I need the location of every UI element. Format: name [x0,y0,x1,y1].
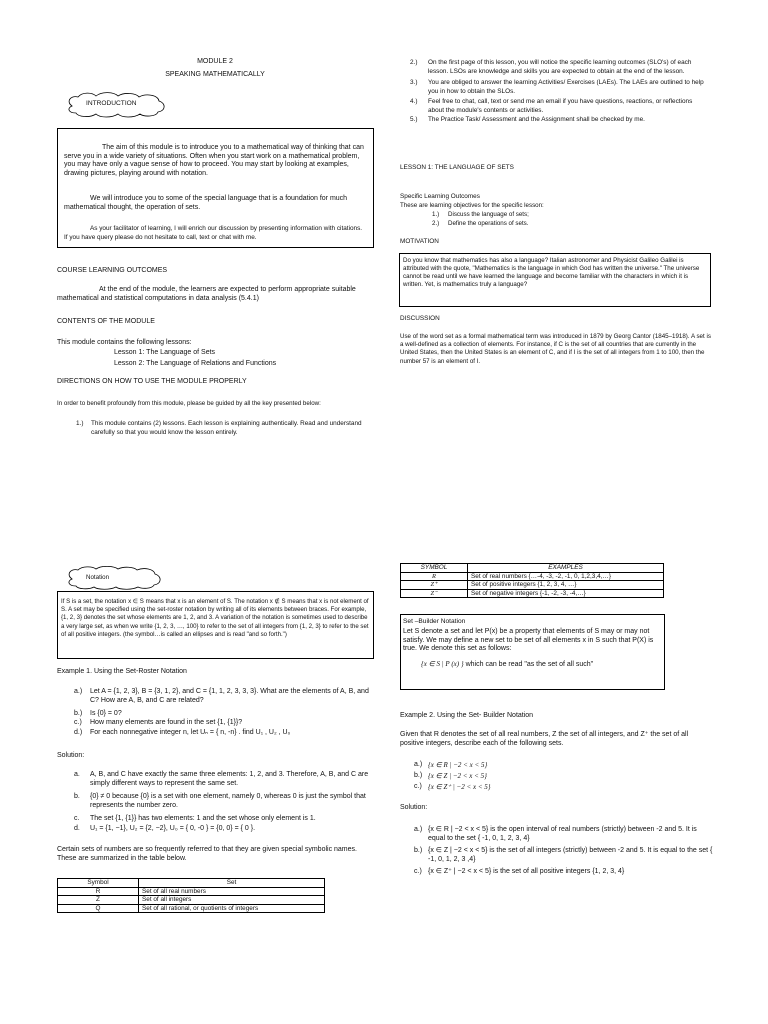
solution-d-text: U₁ = {1, −1}, U₂ = {2, −2}, U₀ = { 0, -0 } = {0, 0} = { 0 }. [90,825,256,832]
set-builder-formula-tail: which can be read "as the set of all such" [463,661,594,668]
set-builder-formula-line [421,660,593,670]
table-cell: R [58,887,139,896]
table-header-row [58,879,325,888]
solution-a-text: A, B, and C have exactly the same three elements: 1, 2, and 3. Therefore, A, B, and C are simply different ways to represent the same set. [90,771,369,787]
ex2-solution-a-number: a.) [414,826,423,833]
table-cell: Set of negative integers {-1, -2, -3, -4,…} [468,589,664,598]
table-row [58,896,325,905]
column-header-symbol: Symbol [58,879,139,888]
module-subtitle: SPEAKING MATHEMATICALLY [165,71,265,78]
table-cell: Q [58,904,139,913]
solution-a-number: a. [74,771,80,778]
table-cell: Z⁻ [401,589,468,598]
table-row [58,904,325,913]
slo-intro: These are learning objectives for the specific lesson: [400,202,544,209]
solution-d-number: d. [74,825,80,832]
table-header-row [401,564,664,573]
set-builder-box [400,614,665,690]
table-cell: Z⁺ [401,581,468,590]
directions-heading: DIRECTIONS ON HOW TO USE THE MODULE PROPERLY [57,378,247,385]
table-cell: Set of all integers [139,896,325,905]
introduction-paragraph-2: We will introduce you to some of the special language that is a foundation for much mathematical thought, the operation of sets. [64,195,348,211]
example-1-heading: Example 1. Using the Set-Roster Notation [57,668,187,675]
table-cell: Set of positive integers {1, 2, 3, 4, …} [468,581,664,590]
directions-intro: In order to benefit profoundly from this module, please be guided by all the key presented below: [57,400,321,407]
notation-cloud-icon [64,566,164,590]
introduction-paragraph-3: As your facilitator of learning, I will enrich our discussion by presenting information with citations. If you have query please do not hesitate to call, text or chat with me. [64,225,363,241]
slo-2-text: Define the operations of sets. [448,220,529,227]
example-2-intro: Given that R denotes the set of all real numbers, Z the set of all integers, and Z⁺ the set of all positive integers, describe each of the following sets. [400,731,689,747]
lesson-1-heading: LESSON 1: THE LANGUAGE OF SETS [400,164,514,171]
column-header-symbol: SYMBOL [401,564,468,573]
example-2-heading: Example 2. Using the Set- Builder Notation [400,712,534,719]
table-row [401,589,664,598]
direction-2-text: On the first page of this lesson, you will notice the specific learning outcomes (SLO's) of each lesson. LSOs are knowledge and skills you are expected to obtain at the end of the lesson. [428,59,692,75]
motivation-heading: MOTIVATION [400,238,439,245]
example-1-a-text: Let A = {1, 2, 3}, B = {3, 1, 2}, and C = {1, 1, 2, 3, 3, 3}. What are the elements of A, B, and C? How are A, B, and C are related? [90,688,369,704]
example-1-d-number: d.) [74,729,83,736]
lesson-2-item: Lesson 2: The Language of Relations and Functions [114,360,277,367]
discussion-text: Use of the word set as a formal mathematical term was introduced in 1879 by Georg Cantor (1845–1918). A set is a well-defined as a collection of elements. For instance, if C is the set of all countries that are currently in the United States, then the United States is an element of C, and if I is the set of all integers from 1 to 100, then the number 57 is an element of I. [400,333,711,365]
clo-text: At the end of the module, the learners are expected to perform appropriate suitable mathematical and statistical computations in data analysis (5.4.1) [57,286,356,302]
table-row [58,887,325,896]
clo-heading: COURSE LEARNING OUTCOMES [57,267,168,274]
table-cell: Z [58,896,139,905]
column-header-set: Set [139,879,325,888]
slo-heading: Specific Learning Outcomes [400,193,480,200]
motivation-box [399,253,711,307]
solution-b-number: b. [74,793,80,800]
set-builder-heading: Set –Builder Notation [403,618,466,625]
example-2-b-number: b.) [414,772,423,779]
introduction-label: INTRODUCTION [86,100,137,107]
lesson-1-item: Lesson 1: The Language of Sets [114,349,216,356]
contents-intro: This module contains the following lessons: [57,339,192,346]
introduction-paragraph-1: The aim of this module is to introduce you to a mathematical way of thinking that can serve you in a wide variety of situations. Often when you start work on a mathematical problem, you may have only a vague sense of how to proceed. You may start by looking at examples, drawing pictures, playing around with notation. [64,144,364,177]
direction-4-number: 4.) [410,98,418,105]
slo-1-number: 1.) [432,211,440,218]
table-row [401,572,664,581]
solution-c-number: c. [74,815,80,822]
direction-1-number: 1.) [76,420,84,427]
example-1-b-text: Is {0} = 0? [90,710,122,717]
example-1-b-number: b.) [74,710,83,717]
direction-5-number: 5.) [410,116,418,123]
solution-b-text: {0} ≠ 0 because {0} is a set with one element, namely 0, whereas 0 is just the symbol that represents the number zero. [90,793,366,809]
table-cell: Set of all real numbers [139,887,325,896]
direction-2-number: 2.) [410,59,418,66]
contents-heading: CONTENTS OF THE MODULE [57,318,155,325]
example-2-a-number: a.) [414,761,423,768]
set-builder-text: Let S denote a set and let P(x) be a property that elements of S may or may not satisfy. We may define a new set to be set of all elements x in S such that P(X) is true. We denote this set as follows: [403,628,654,653]
ex2-solution-a-text: {x ∈ R | −2 < x < 5} is the open interval of real numbers (strictly) between -2 and 5. It is equal to the set { -1, 0, 1, 2, 3, 4} [428,826,697,842]
example-1-c-text: How many elements are found in the set {1, {1}}? [90,719,243,726]
notation-label: Notation [86,574,110,581]
number-sets-table [57,878,325,913]
ex2-solution-b-text: {x ∈ Z | −2 < x < 5} is the set of all integers (strictly) between -2 and 5. It is equal to the set { -1, 0, 1, 2, 3 ,4} [428,847,713,863]
direction-1-text: This module contains (2) lessons. Each lesson is explaining authentically. Read and understand carefully so that you would know the lesson entirely. [91,420,362,436]
table-row [401,581,664,590]
table-cell: Set of all rational, or quotients of integers [139,904,325,913]
example-1-solution-heading: Solution: [57,752,85,759]
direction-4-text: Feel free to chat, call, text or send me an email if you have questions, reactions, or reflections about the module's contents or activities. [428,98,693,114]
slo-2-number: 2.) [432,220,440,227]
module-title: MODULE 2 [197,58,233,65]
example-1-a-number: a.) [74,688,83,695]
motivation-text: Do you know that mathematics has also a language? Italian astronomer and Physicist Galileo Galilei is attributed with the quote, "Mathematics is the language in which God has written the universe." The universe cannot be read until we have learned the language and become familiar with the characters in which it is written. Yet, is mathematics truly a language? [403,257,700,288]
example-1-c-number: c.) [74,719,82,726]
solution-c-text: The set {1, {1}} has two elements: 1 and the set whose only element is 1. [90,815,316,822]
example-2-c-number: c.) [414,783,422,790]
direction-3-number: 3.) [410,79,418,86]
example-1-d-text: For each nonnegative integer n, let Uₙ = { n, -n} . find U₁ , U₂ , U₀ [90,729,291,736]
set-builder-formula: {x ∈ S | P (x) } [421,660,464,668]
column-header-examples: EXAMPLES [468,564,664,573]
example-2-c-text: {x ∈ Z⁺ | −2 < x < 5} [428,783,491,791]
introduction-box [57,128,374,248]
table-cell: Set of real numbers {…-4, -3, -2, -1, 0, 1,2,3,4,…} [468,572,664,581]
direction-5-text: The Practice Task/ Assessment and the Assignment shall be checked by me. [428,116,645,123]
discussion-heading: DISCUSSION [400,315,440,322]
ex2-solution-c-number: c.) [414,868,422,875]
set-examples-table [400,563,664,598]
table-cell: R [401,572,468,581]
example-2-b-text: {x ∈ Z | −2 < x < 5} [428,772,487,780]
notation-text: If S is a set, the notation x ∈ S means that x is an element of S. The notation x ∉ S means that x is not element of S. A set may be specified using the set-roster notation by writing all of its elements between braces. For example, {1, 2, 3} denotes the set whose elements are 1, 2, and 3. A variation of the notation is sometimes used to describe a very large set, as when we write {1, 2, 3, …, 100} to refer to the set of all integers from {1, 2, 3} to refer to the set of all positive integers. (the symbol…is called an ellipses and is read "and so forth.") [61,598,369,638]
ex2-solution-b-number: b.) [414,847,423,854]
direction-3-text: You are obliged to answer the learning Activities/ Exercises (LAEs). The LAEs are outlined to help you in how to obtain the SLOs. [428,79,704,95]
slo-1-text: Discuss the language of sets; [448,211,529,218]
notation-box [57,591,374,659]
ex2-solution-c-text: {x ∈ Z⁺ | −2 < x < 5} is the set of all positive integers {1, 2, 3, 4} [428,868,625,875]
example-2-a-text: {x ∈ R | −2 < x < 5} [428,761,488,769]
example-2-solution-heading: Solution: [400,804,428,811]
certain-sets-text: Certain sets of numbers are so frequently referred to that they are given special symbolic names. These are summarized in the table below. [57,846,357,862]
